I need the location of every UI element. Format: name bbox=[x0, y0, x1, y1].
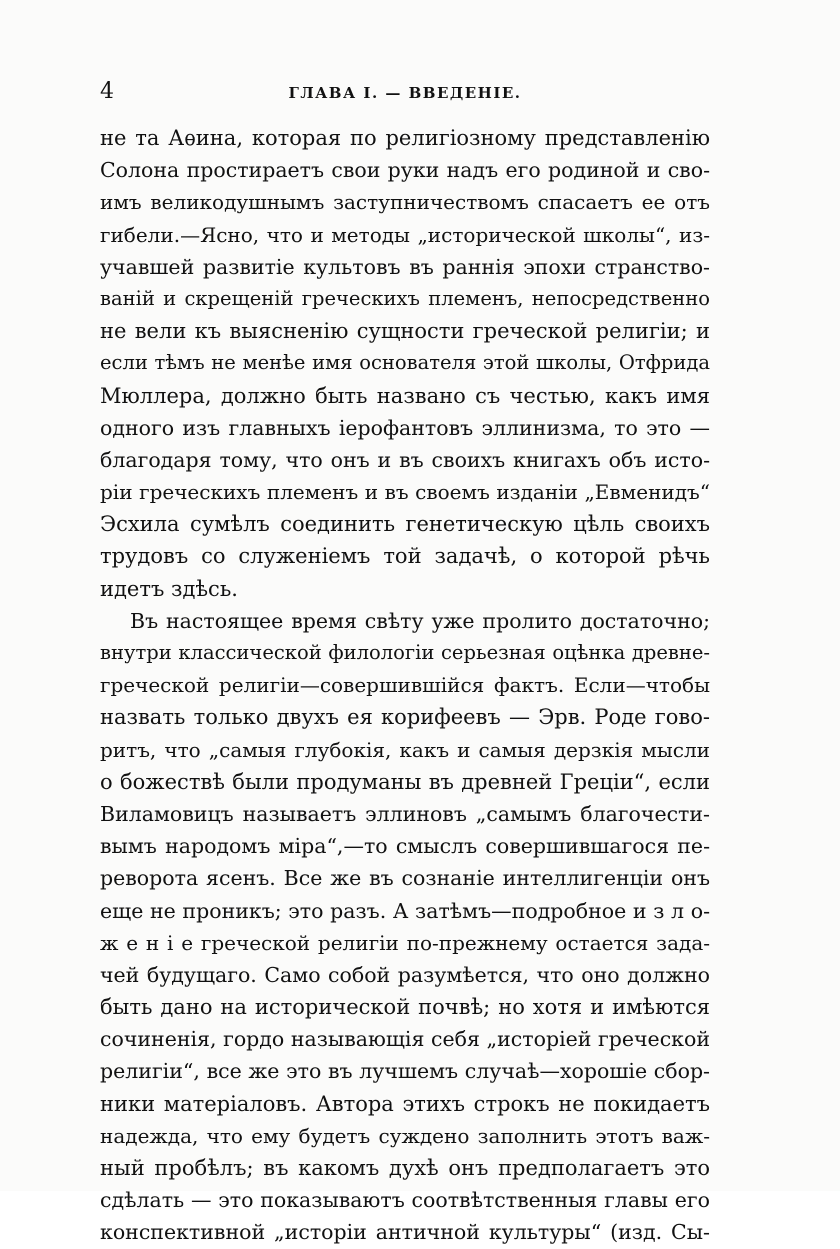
text-line: конспективной „исторiи античной культуры“ (изд. Сы- bbox=[100, 1220, 710, 1245]
text-line: надежда, что ему будетъ суждено заполнить этотъ важ- bbox=[100, 1123, 710, 1148]
text-line: если тѣмъ не менѣе имя основателя этой школы, Отфрида bbox=[100, 351, 710, 375]
text-line: еще не проникъ; это разъ. А затѣмъ—подробное и з л о- bbox=[100, 898, 710, 923]
text-line: Мюллера, должно быть названо съ честью, какъ имя bbox=[100, 383, 710, 408]
text-line: имъ великодушнымъ заступничествомъ спасаетъ ее отъ bbox=[100, 190, 710, 215]
text-line: чей будущаго. Само собой разумѣется, что оно должно bbox=[100, 962, 710, 987]
text-line: греческой религiи—совершившiйся фактъ. Если—чтобы bbox=[100, 673, 710, 698]
text-line: благодаря тому, что онъ и въ своихъ книгахъ объ исто- bbox=[100, 447, 710, 472]
text-line: не вели къ выясненiю сущности греческой религiи; и bbox=[100, 319, 710, 344]
text-line: ники матерiаловъ. Автора этихъ строкъ не покидаетъ bbox=[100, 1091, 710, 1116]
text-line: сдѣлать — это показываютъ соотвѣтственныя главы его bbox=[100, 1188, 710, 1213]
text-line: одного изъ главныхъ iерофантовъ эллинизма, то это — bbox=[100, 415, 710, 440]
text-line: учавшей развитiе культовъ въ раннiя эпохи странство- bbox=[100, 254, 710, 279]
text-line: ж е н i е греческой религiи по-прежнему остается зада- bbox=[100, 930, 710, 955]
text-line: Солона простираетъ свои руки надъ его родиной и сво- bbox=[100, 158, 710, 183]
text-line: реворота ясенъ. Все же въ сознанiе интеллигенцiи онъ bbox=[100, 866, 710, 891]
text-line: Эсхила сумѣлъ соединить генетическую цѣль своихъ bbox=[100, 512, 710, 537]
text-line: рiи греческихъ племенъ и въ своемъ изданiи „Евменидъ“ bbox=[100, 480, 710, 505]
text-line: гибели.—Ясно, что и методы „исторической школы“, из- bbox=[100, 222, 710, 247]
text-line: о божествѣ были продуманы въ древней Грецiи“, если bbox=[100, 769, 710, 794]
text-line: вымъ народомъ мiра“,—то смыслъ совершившагося пе- bbox=[100, 834, 710, 859]
body-text bbox=[100, 122, 710, 1249]
text-line: трудовъ со служенiемъ той задачѣ, о которой рѣчь bbox=[100, 544, 710, 569]
page-number: 4 bbox=[100, 79, 114, 104]
text-line-paragraph-start: Въ настоящее время свѣту уже пролито достаточно; bbox=[130, 608, 710, 633]
text-line: ритъ, что „самыя глубокiя, какъ и самыя дерзкiя мысли bbox=[100, 737, 710, 762]
text-line: быть дано на исторической почвѣ; но хотя и имѣются bbox=[100, 995, 710, 1020]
text-line: не та Аѳина, которая по религiозному представленiю bbox=[100, 126, 710, 150]
text-line: назвать только двухъ ея корифеевъ — Эрв. Роде гово- bbox=[100, 705, 710, 730]
text-line: Виламовицъ называетъ эллиновъ „самымъ благочести- bbox=[100, 801, 710, 826]
text-line: ный пробѣлъ; въ какомъ духѣ онъ предполагаетъ это bbox=[100, 1156, 710, 1180]
text-line: внутри классической филологiи серьезная оцѣнка древне- bbox=[100, 641, 710, 664]
text-line: сочиненiя, гордо называющiя себя „исторiей греческой bbox=[100, 1027, 710, 1052]
page-header bbox=[100, 78, 710, 108]
text-line-paragraph-end: идетъ здѣсь. bbox=[100, 576, 238, 601]
running-head: ГЛАВА I. — ВВЕДЕНIЕ. bbox=[288, 84, 522, 102]
text-line: религiи“, все же это въ лучшемъ случаѣ—хорошiе сбор- bbox=[100, 1059, 710, 1084]
text-line: ванiй и скрещенiй греческихъ племенъ, непосредственно bbox=[100, 286, 710, 310]
